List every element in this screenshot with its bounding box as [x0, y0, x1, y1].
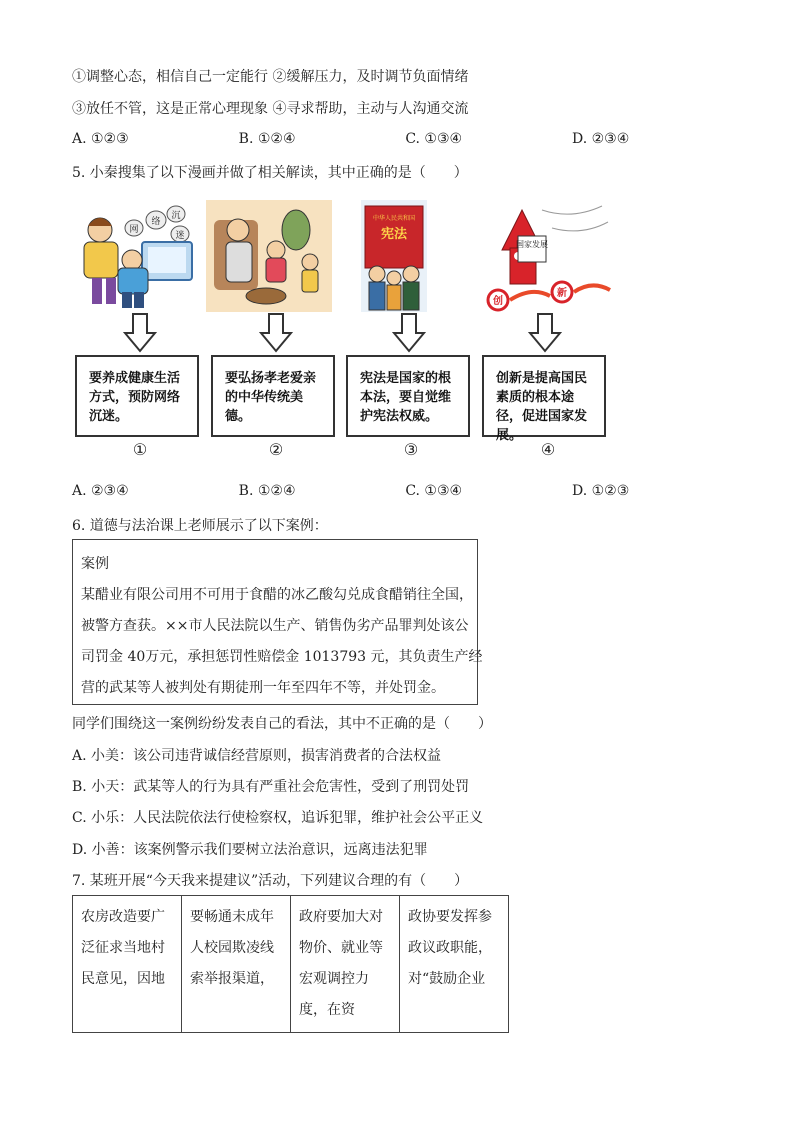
q5-option-b[interactable]: B. ①②④: [238, 483, 296, 499]
book-title: 宪法: [380, 227, 408, 242]
down-arrow-icon: [528, 313, 562, 353]
suggestion-text: 要畅通未成年人校园欺凌线索举报渠道，: [190, 909, 274, 987]
interpretation-box-2: 要弘扬孝老爱亲的中华传统美德。: [211, 355, 335, 437]
q6-question: 同学们围绕这一案例纷纷发表自己的看法，其中不正确的是（ ）: [72, 716, 492, 732]
case-box: [72, 539, 483, 705]
panel-number-1: ①: [132, 440, 148, 459]
panel-number-3: ③: [403, 440, 419, 459]
q7-stem: 7. 某班开展“今天我来提建议”活动，下列建议合理的有（ ）: [72, 873, 469, 889]
q6-option-d[interactable]: D. 小善：该案例警示我们要树立法治意识，远离违法犯罪: [72, 842, 428, 858]
case-line: 某醋业有限公司用不可用于食醋的冰乙酸勾兑成食醋销往全国，: [81, 587, 473, 603]
interpretation-box-1: 要养成健康生活方式，预防网络沉迷。: [75, 355, 199, 437]
q6-stem: 6. 道德与法治课上老师展示了以下案例：: [72, 518, 328, 534]
q4-option-b[interactable]: B. ①②④: [238, 131, 296, 147]
wheel-xin: 新: [557, 288, 567, 299]
book-subtitle: 中华人民共和国: [372, 215, 416, 222]
down-arrow-icon: [392, 313, 426, 353]
q6-option-a[interactable]: A. 小美：该公司违背诚信经营原则，损害消费者的合法权益: [72, 748, 442, 764]
comic-bubble-char: 网: [129, 225, 139, 235]
case-line: 司罚金 40万元，承担惩罚性赔偿金 1013793 元，其负责生产经: [81, 649, 483, 665]
suggestion-cell: [182, 896, 291, 1033]
suggestion-cell: [400, 896, 509, 1033]
wheel-chuang: 创: [493, 296, 503, 307]
suggestion-table: [72, 895, 509, 1033]
comic-bubble-char: 迷: [175, 231, 185, 241]
q4-option-d[interactable]: D. ②③④: [571, 131, 630, 147]
suggestion-text: 农房改造要广泛征求当地村民意见，因地: [81, 909, 165, 987]
panel-number-4: ④: [540, 440, 556, 459]
interpretation-box-3: 宪法是国家的根本法，要自觉维护宪法权威。: [346, 355, 470, 437]
interpretation-box-4: 创新是提高国民素质的根本途径，促进国家发展。: [482, 355, 606, 437]
case-title: 案例: [81, 556, 109, 572]
q5-option-c[interactable]: C. ①③④: [405, 483, 463, 499]
suggestion-text: 政府要加大对物价、就业等宏观调控力度，在资: [299, 909, 383, 1018]
case-line: 营的武某等人被判处有期徒刑一年至四年不等，并处罚金。: [81, 680, 445, 696]
comic-filial-piety: [206, 200, 332, 312]
q5-option-d[interactable]: D. ①②③: [571, 483, 630, 499]
q4-options: [72, 131, 632, 147]
comic-innovation: [482, 200, 612, 312]
suggestion-cell: [73, 896, 182, 1033]
comic-constitution: [361, 200, 427, 312]
down-arrow-icon: [259, 313, 293, 353]
q4-items-line2: ③放任不管，这是正常心理现象 ④寻求帮助，主动与人沟通交流: [72, 101, 469, 117]
suggestion-cell: [291, 896, 400, 1033]
q5-options: [72, 483, 632, 499]
case-line: 被警方查获。××市人民法院以生产、销售伪劣产品罪判处该公: [81, 618, 469, 634]
q5-stem: 5. 小秦搜集了以下漫画并做了相关解读，其中正确的是（ ）: [72, 165, 468, 181]
comic-bubble-char: 沉: [171, 211, 181, 221]
q5-option-a[interactable]: A. ②③④: [72, 483, 129, 499]
comic-bubble-char: 络: [151, 217, 161, 227]
q6-option-b[interactable]: B. 小天：武某等人的行为具有严重社会危害性，受到了刑罚处罚: [72, 779, 470, 795]
down-arrow-icon: [123, 313, 157, 353]
q4-items-line1: ①调整心态，相信自己一定能行 ②缓解压力，及时调节负面情绪: [72, 69, 469, 85]
q4-option-c[interactable]: C. ①③④: [405, 131, 463, 147]
comic-internet-addiction: [72, 200, 200, 312]
q6-option-c[interactable]: C. 小乐：人民法院依法行使检察权，追诉犯罪，维护社会公平正义: [72, 810, 484, 826]
suggestion-text: 政协要发挥参政议政职能，对“鼓励企业: [408, 909, 492, 987]
q4-option-a[interactable]: A. ①②③: [72, 131, 129, 147]
sign-line1: 国家发展: [516, 240, 548, 249]
panel-number-2: ②: [268, 440, 284, 459]
